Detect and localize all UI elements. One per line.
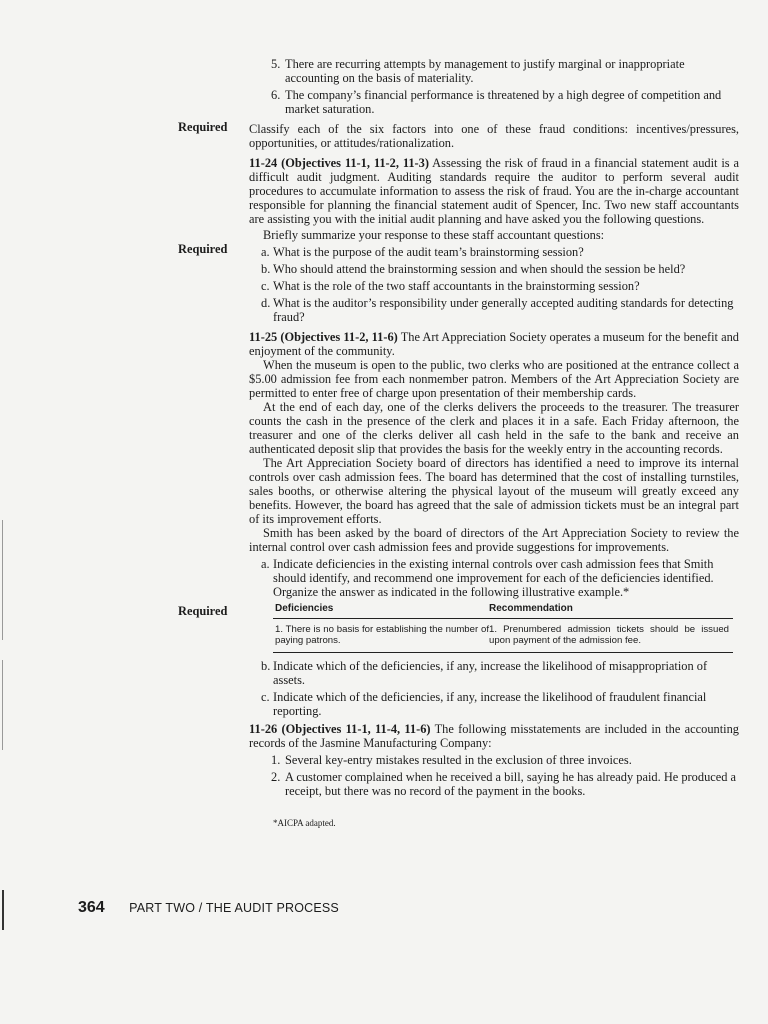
item-text: What is the auditor’s responsibility under generally accepted auditing standards for detecting fraud? xyxy=(273,296,734,324)
item-label: c. xyxy=(261,279,270,293)
paragraph: The Art Appreciation Society board of directors has identified a need to improve its internal controls over cash admission fees. The board has determined that the cost of installing turnstiles, sales booths, or otherwise altering the physical layout of the museum will greatly exceed any benefits. However, the board has agreed that the sale of admission tickets must be an integral part of its improvement efforts. xyxy=(249,456,739,526)
problem-11-26 xyxy=(249,722,739,750)
required-instruction-1: Classify each of the six factors into one of these fraud conditions: incentives/pressures, opportunities, or attitudes/rationalization. xyxy=(249,122,739,150)
problem-body: The Art Appreciation Society operates a museum for the benefit and enjoyment of the community. xyxy=(249,330,739,358)
item-label: a. xyxy=(261,245,270,259)
question-b xyxy=(249,659,739,687)
question-b xyxy=(249,262,739,276)
item-text: What is the role of the two staff accountants in the brainstorming session? xyxy=(273,279,640,293)
item-number: 2. xyxy=(271,770,281,784)
item-text: There are recurring attempts by management to justify marginal or inappropriate accounting on the basis of materiality. xyxy=(285,57,685,85)
question-c xyxy=(249,279,739,293)
example-table xyxy=(273,603,733,653)
item-text: Indicate deficiencies in the existing internal controls over cash admission fees that Smith should identify, and recommend one improvement for each of the deficiencies identified. Organize the answer as indicated in the following illustrative example.* xyxy=(273,557,714,599)
problem-body: Assessing the risk of fraud in a financial statement audit is a difficult audit judgment. Auditing standards require the auditor to perform several audit procedures to accumulate information to assess the risk of fraud. You are the in-charge accountant responsible for planning the financial statement audit of Spencer, Inc. Two new staff accountants are assisting you with the initial audit planning and have asked you the following questions. xyxy=(249,156,739,226)
item-number: 1. xyxy=(271,753,281,767)
item-label: b. xyxy=(261,659,271,673)
required-label-3: Required xyxy=(178,604,228,618)
paragraph: At the end of each day, one of the clerks delivers the proceeds to the treasurer. The treasurer counts the cash in the presence of the clerk and places it in a safe. Each Friday afternoon, the treasurer and one of the clerks deliver all cash held in the safe to the bank and receive an authenticated deposit slip that provides the basis for the weekly entry in the accounting records. xyxy=(249,400,739,456)
item-label: c. xyxy=(261,690,270,704)
item-label: b. xyxy=(261,262,271,276)
item-text: What is the purpose of the audit team’s brainstorming session? xyxy=(273,245,584,259)
factor-item-6 xyxy=(249,88,739,116)
footnote: *AICPA adapted. xyxy=(273,818,336,828)
problem-heading: 11-26 (Objectives 11-1, 11-4, 11-6) xyxy=(249,722,431,736)
problem-heading: 11-25 (Objectives 11-2, 11-6) xyxy=(249,330,398,344)
item-text: Indicate which of the deficiencies, if any, increase the likelihood of fraudulent financial reporting. xyxy=(273,690,707,718)
problem-11-25 xyxy=(249,330,739,358)
misstatement-item-2 xyxy=(249,770,739,798)
column-header-deficiencies: Deficiencies xyxy=(275,603,334,614)
paragraph: Smith has been asked by the board of directors of the Art Appreciation Society to review the internal control over cash admission fees and provide suggestions for improvements. xyxy=(249,526,739,554)
item-number: 6. xyxy=(271,88,281,102)
question-a xyxy=(249,557,739,599)
page-number: 364 xyxy=(78,899,105,916)
item-number: 5. xyxy=(271,57,281,71)
required-label-1: Required xyxy=(178,120,228,134)
item-text: The company’s financial performance is threatened by a high degree of competition and market saturation. xyxy=(285,88,722,116)
table-cell: 1. Prenumbered admission tickets should be issued upon payment of the admission fee. xyxy=(489,624,729,646)
table-cell: 1. There is no basis for establishing the number of paying patrons. xyxy=(275,624,489,646)
item-text: Indicate which of the deficiencies, if any, increase the likelihood of misappropriation of assets. xyxy=(273,659,708,687)
table-row xyxy=(273,619,733,653)
problem-body: The following misstatements are included in the accounting records of the Jasmine Manufacturing Company: xyxy=(249,722,739,750)
item-text: A customer complained when he received a bill, saying he has already paid. He produced a receipt, but there was no record of the payment in the books. xyxy=(285,770,737,798)
part-title: PART TWO / THE AUDIT PROCESS xyxy=(129,901,339,915)
table-header xyxy=(273,603,733,619)
main-text-column xyxy=(249,57,739,830)
item-text: Who should attend the brainstorming session and when should the session be held? xyxy=(273,262,686,276)
paragraph: When the museum is open to the public, two clerks who are positioned at the entrance collect a $5.00 admission fee from each nonmember patron. Members of the Art Appreciation Society are permitted to enter free of charge upon presentation of their membership cards. xyxy=(249,358,739,400)
item-label: a. xyxy=(261,557,270,571)
question-a xyxy=(249,245,739,259)
problem-11-24 xyxy=(249,156,739,226)
column-header-recommendation: Recommendation xyxy=(489,603,573,614)
question-d xyxy=(249,296,739,324)
item-text: Several key-entry mistakes resulted in the exclusion of three invoices. xyxy=(285,753,632,767)
problem-heading: 11-24 (Objectives 11-1, 11-2, 11-3) xyxy=(249,156,429,170)
required-label-2: Required xyxy=(178,242,228,256)
item-label: d. xyxy=(261,296,271,310)
binding-edge xyxy=(0,0,6,1024)
factor-item-5 xyxy=(249,57,739,85)
misstatement-item-1 xyxy=(249,753,739,767)
page-footer xyxy=(78,899,339,917)
problem-11-24-intro: Briefly summarize your response to these staff accountant questions: xyxy=(263,228,605,242)
question-c xyxy=(249,690,739,718)
